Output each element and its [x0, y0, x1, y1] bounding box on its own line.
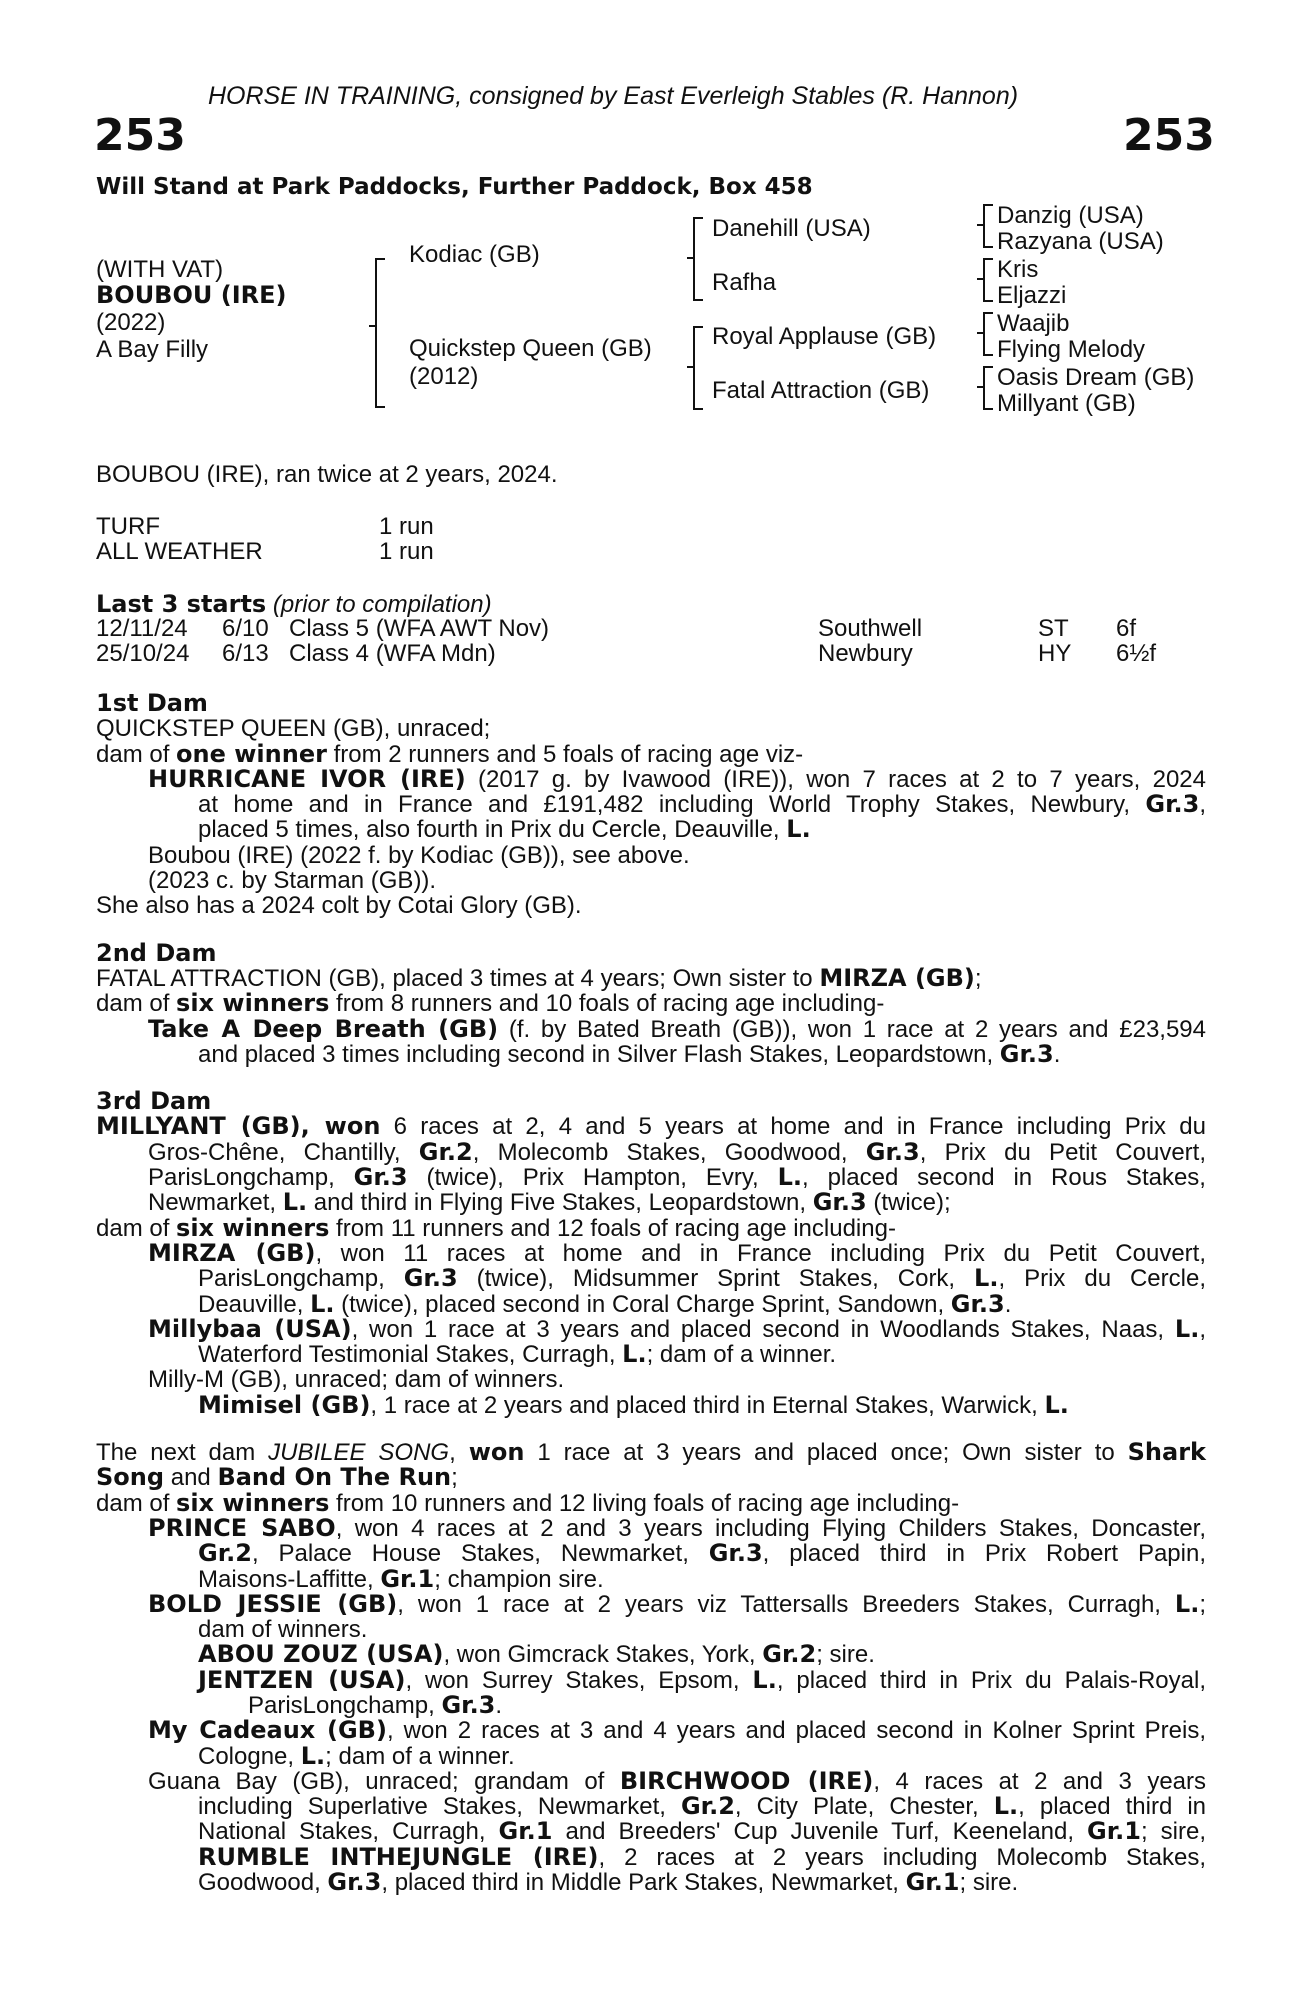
- third-dam: [96, 1089, 1206, 1418]
- brace-dam-point: [687, 366, 694, 368]
- text-line: QUICKSTEP QUEEN (GB), unraced;: [96, 715, 491, 743]
- text-run: dam of: [96, 740, 177, 768]
- stand-location: Will Stand at Park Paddocks, Further Paddock, Box 458: [96, 174, 813, 200]
- next-dam: [96, 1440, 1206, 1895]
- start-date: 12/11/24: [96, 615, 188, 642]
- text-line: [96, 963, 1206, 992]
- bold-text: L.: [300, 1741, 326, 1770]
- text-run: Maisons-Laffitte,: [198, 1565, 381, 1593]
- bold-text: L.: [993, 1792, 1019, 1821]
- surface-aw-runs: 1 run: [379, 538, 434, 565]
- text-line: [96, 1014, 1206, 1043]
- bold-text: HURRICANE IVOR (IRE): [148, 764, 466, 793]
- bold-text: Gr.3: [708, 1539, 763, 1568]
- text-run: , Prix du Petit Couvert,: [919, 1138, 1207, 1166]
- first-dam: [96, 691, 1206, 919]
- text-run: ;: [451, 1464, 458, 1492]
- bold-text: Song: [96, 1463, 165, 1492]
- text-line: [96, 1266, 1206, 1291]
- text-run: ; sire.: [816, 1641, 875, 1669]
- text-run: , placed third in Prix Robert Papin,: [762, 1540, 1206, 1568]
- bold-text: Gr.3: [403, 1264, 458, 1293]
- bold-text: Gr.2: [418, 1137, 473, 1166]
- text-line: [96, 991, 1206, 1016]
- text-line: [96, 1589, 1206, 1618]
- text-run: .: [495, 1691, 503, 1719]
- text-run: , placed third in Middle Park Stakes, Newmarket,: [381, 1869, 906, 1897]
- text-run: , won 1 race at 3 years and placed second in Woodlands Stakes, Naas,: [351, 1315, 1175, 1343]
- brace-main-point: [369, 325, 376, 327]
- bold-text: Gr.3: [353, 1163, 408, 1192]
- start-position: 6/13: [222, 640, 269, 667]
- text-line: [96, 1342, 1206, 1367]
- text-run: The next dam: [96, 1439, 269, 1467]
- text-run: Newmarket,: [148, 1189, 283, 1217]
- text-line: [96, 792, 1206, 817]
- text-line: She also has a 2024 colt by Cotai Glory (GB).: [96, 892, 582, 920]
- bold-text: RUMBLE INTHEJUNGLE (IRE): [198, 1842, 599, 1871]
- bold-text: Gr.3: [327, 1868, 382, 1897]
- bold-text: Gr.3: [441, 1690, 496, 1719]
- text-run: ,: [1199, 1315, 1206, 1343]
- text-line: [96, 1465, 1206, 1490]
- pedigree-ssd: Razyana (USA): [997, 228, 1164, 255]
- bold-text: Gr.1: [905, 1868, 960, 1897]
- text-run: Guana Bay (GB), unraced; grandam of: [148, 1767, 620, 1795]
- bold-text: L.: [622, 1340, 647, 1369]
- bold-text: MILLYANT (GB), won: [96, 1112, 381, 1141]
- bold-text: L.: [1044, 1390, 1069, 1419]
- text-line: [96, 691, 1206, 716]
- text-line: [96, 1039, 1206, 1068]
- start-race: Class 5 (WFA AWT Nov): [289, 615, 550, 642]
- bold-text: BIRCHWOOD (IRE): [619, 1766, 874, 1795]
- bold-text: Last 3 starts: [96, 590, 267, 618]
- lot-number-left: 253: [94, 110, 186, 161]
- text-run: , 4 races at 2 and 3 years: [873, 1767, 1207, 1795]
- text-run: (twice);: [866, 1189, 951, 1217]
- bold-text: L.: [974, 1264, 999, 1293]
- text-line: [96, 764, 1206, 793]
- pedigree-sire: Kodiac (GB): [409, 241, 540, 268]
- text-run: from 8 runners and 10 foals of racing age including-: [329, 990, 885, 1018]
- text-run: , City Plate, Chester,: [734, 1793, 994, 1821]
- start-going: ST: [1038, 615, 1069, 642]
- text-run: , placed third in Prix du Palais-Royal,: [776, 1666, 1207, 1694]
- surface-turf: TURF: [96, 513, 160, 540]
- brace-main: [375, 258, 385, 408]
- bold-text: L.: [282, 1188, 308, 1217]
- bold-text: Gr.1: [380, 1564, 435, 1593]
- text-line: [96, 1390, 1206, 1419]
- text-line: [96, 1794, 1206, 1819]
- text-line: Milly-M (GB), unraced; dam of winners.: [148, 1366, 565, 1394]
- text-line: [96, 1870, 1206, 1895]
- text-run: dam of: [96, 990, 177, 1018]
- text-line: [96, 1564, 1206, 1593]
- brace-sd-point: [977, 278, 984, 280]
- start-course: Southwell: [818, 615, 923, 642]
- text-run: ,: [449, 1439, 469, 1467]
- text-run: ParisLongchamp,: [148, 1164, 354, 1192]
- brace-ds-point: [977, 332, 984, 334]
- bold-text: Gr.3: [999, 1039, 1054, 1068]
- text-line: [96, 1718, 1206, 1743]
- bold-text: Gr.1: [498, 1817, 553, 1846]
- text-line: [96, 1289, 1206, 1318]
- text-run: (f. by Bated Breath (GB)), won 1 race at 2 years and £23,594: [498, 1015, 1206, 1043]
- bold-text: My Cadeaux (GB): [148, 1716, 387, 1745]
- text-run: .: [1004, 1290, 1012, 1318]
- text-run: and placed 3 times including second in Silver Flash Stakes, Leopardstown,: [198, 1040, 1000, 1068]
- bold-text: Gr.3: [812, 1188, 867, 1217]
- brace-sire-point: [687, 257, 694, 259]
- text-run: dam of: [96, 1489, 177, 1517]
- brace-dam: [693, 326, 703, 410]
- pedigree-ddd: Millyant (GB): [997, 390, 1136, 417]
- text-run: 6 races at 2, 4 and 5 years at home and in France including Prix du: [380, 1113, 1206, 1141]
- text-line: [96, 1819, 1206, 1844]
- text-line: [96, 1690, 1206, 1719]
- text-run: placed 5 times, also fourth in Prix du Cercle, Deauville,: [198, 816, 787, 844]
- text-run: ; sire,: [1140, 1818, 1206, 1846]
- vat-note: (WITH VAT): [96, 256, 224, 283]
- text-run: , won 2 races at 3 and 4 years and placed second in Kolner Sprint Preis,: [386, 1717, 1206, 1745]
- text-run: ParisLongchamp,: [248, 1691, 442, 1719]
- start-distance: 6½f: [1116, 640, 1157, 667]
- pedigree-dam: Quickstep Queen (GB): [409, 335, 652, 362]
- text-line: dam of winners.: [198, 1616, 368, 1644]
- pedigree-sire-sire: Danehill (USA): [712, 215, 871, 242]
- horse-name: BOUBOU (IRE): [96, 281, 287, 309]
- text-run: , 2 races at 2 years including Molecomb Stakes,: [598, 1843, 1207, 1871]
- text-run: 1 race at 3 years and placed once; Own sister to: [524, 1439, 1128, 1467]
- text-run: ,: [1199, 791, 1206, 819]
- text-run: and Breeders' Cup Juvenile Turf, Keeneland,: [552, 1818, 1088, 1846]
- text-run: (twice), Prix Hampton, Evry,: [407, 1164, 778, 1192]
- text-run: , Prix du Cercle,: [998, 1265, 1206, 1293]
- start-going: HY: [1038, 640, 1072, 667]
- pedigree-sss: Danzig (USA): [997, 202, 1144, 229]
- brace-sire: [693, 217, 703, 301]
- pedigree-dss: Waajib: [997, 310, 1070, 337]
- bold-text: six winners: [176, 989, 330, 1018]
- horse-year: (2022): [96, 309, 166, 336]
- text-run: and: [164, 1464, 218, 1492]
- text-run: ; sire.: [959, 1869, 1019, 1897]
- text-line: [96, 1741, 1206, 1770]
- pedigree-dds: Oasis Dream (GB): [997, 364, 1195, 391]
- start-race: Class 4 (WFA Mdn): [289, 640, 496, 667]
- brace-dd-point: [977, 386, 984, 388]
- text-run: , won 4 races at 2 and 3 years including Flying Childers Stakes, Doncaster,: [335, 1514, 1207, 1542]
- text-run: from 10 runners and 12 living foals of racing age including-: [329, 1489, 960, 1517]
- text-line: [96, 1165, 1206, 1190]
- bold-text: PRINCE SABO: [148, 1513, 336, 1542]
- pedigree-sdd: Eljazzi: [997, 282, 1067, 309]
- text-line: [96, 1089, 1206, 1114]
- bold-text: Gr.2: [762, 1640, 817, 1669]
- bold-text: Gr.1: [1087, 1817, 1141, 1846]
- consignor-header: HORSE IN TRAINING, consigned by East Everleigh Stables (R. Hannon): [208, 82, 1019, 110]
- bold-text: MIRZA (GB): [819, 963, 975, 992]
- text-run: , 1 race at 2 years and placed third in Eternal Stakes, Warwick,: [370, 1391, 1045, 1419]
- bold-text: Gr.3: [950, 1289, 1005, 1318]
- start-position: 6/10: [222, 615, 269, 642]
- surface-turf-runs: 1 run: [379, 513, 434, 540]
- text-line: [96, 817, 1206, 842]
- start-course: Newbury: [818, 640, 913, 667]
- bold-text: 1st Dam: [96, 689, 208, 717]
- text-run: ;: [1199, 1590, 1206, 1618]
- text-line: [96, 1314, 1206, 1343]
- text-run: , won 11 races at home and in France including Prix du Petit Couvert,: [315, 1239, 1206, 1267]
- bold-text: L.: [777, 1163, 803, 1192]
- text-run: , won Surrey Stakes, Epsom,: [405, 1666, 753, 1694]
- text-run: from 2 runners and 5 foals of racing age viz-: [326, 740, 804, 768]
- text-run: including Superlative Stakes, Newmarket,: [198, 1793, 681, 1821]
- text-line: [96, 1842, 1207, 1871]
- surface-aw: ALL WEATHER: [96, 538, 263, 565]
- text-run: JUBILEE SONG: [268, 1439, 450, 1467]
- bold-text: L.: [1174, 1589, 1200, 1618]
- race-summary: BOUBOU (IRE), ran twice at 2 years, 2024.: [96, 461, 558, 488]
- text-run: , placed second in Rous Stakes,: [802, 1164, 1206, 1192]
- text-line: (2023 c. by Starman (GB)).: [148, 867, 437, 895]
- bold-text: 3rd Dam: [96, 1087, 212, 1116]
- text-run: ParisLongchamp,: [198, 1265, 404, 1293]
- text-line: [96, 1114, 1206, 1139]
- bold-text: L.: [310, 1289, 335, 1318]
- text-line: [96, 1541, 1206, 1566]
- text-run: (twice), placed second in Coral Charge Sprint, Sandown,: [334, 1290, 951, 1318]
- lot-number-right: 253: [1123, 110, 1215, 161]
- bold-text: Gr.3: [1145, 790, 1200, 819]
- second-dam: [96, 938, 1206, 1068]
- bold-text: won: [468, 1438, 525, 1467]
- bold-text: six winners: [176, 1213, 330, 1242]
- bold-text: 2nd Dam: [96, 938, 217, 967]
- text-run: , won Gimcrack Stakes, York,: [443, 1641, 763, 1669]
- bold-text: Gr.2: [198, 1539, 252, 1568]
- text-line: [96, 1488, 1206, 1517]
- text-line: [96, 1190, 1206, 1215]
- pedigree-sds: Kris: [997, 256, 1039, 283]
- text-run: , Palace House Stakes, Newmarket,: [251, 1540, 709, 1568]
- text-run: Waterford Testimonial Stakes, Curragh,: [198, 1341, 623, 1369]
- text-run: , placed third in: [1018, 1793, 1206, 1821]
- text-run: Deauville,: [198, 1290, 311, 1318]
- brace-ss: [983, 204, 993, 248]
- brace-ds: [983, 312, 993, 356]
- bold-text: L.: [786, 815, 811, 844]
- text-line: [96, 1238, 1206, 1267]
- pedigree-dam-sire: Royal Applause (GB): [712, 323, 937, 350]
- brace-ss-point: [977, 224, 984, 226]
- text-run: Cologne,: [198, 1742, 301, 1770]
- text-line: [96, 1642, 1206, 1667]
- pedigree-sire-dam: Rafha: [712, 269, 777, 296]
- bold-text: Gr.3: [865, 1137, 920, 1166]
- bold-text: Gr.2: [680, 1792, 735, 1821]
- brace-sd: [983, 258, 993, 302]
- pedigree-dsd: Flying Melody: [997, 336, 1146, 363]
- text-line: [96, 1213, 1206, 1242]
- bold-text: Take A Deep Breath (GB): [148, 1014, 499, 1043]
- text-line: [96, 938, 1206, 967]
- text-run: dam of: [96, 1214, 177, 1242]
- brace-dd: [983, 366, 993, 410]
- bold-text: MIRZA (GB): [148, 1238, 316, 1267]
- pedigree-dam-dam: Fatal Attraction (GB): [712, 377, 930, 404]
- bold-text: JENTZEN (USA): [198, 1665, 406, 1694]
- bold-text: BOLD JESSIE (GB): [148, 1589, 398, 1618]
- text-run: Goodwood,: [198, 1869, 328, 1897]
- text-run: (2017 g. by Ivawood (IRE)), won 7 races at 2 to 7 years, 2024: [465, 765, 1206, 793]
- text-run: .: [1053, 1040, 1061, 1068]
- bold-text: Band On The Run: [217, 1463, 452, 1492]
- text-line: [96, 739, 1206, 768]
- bold-text: L.: [1174, 1314, 1200, 1343]
- text-line: [96, 1766, 1207, 1795]
- text-run: ; dam of a winner.: [646, 1341, 837, 1369]
- text-run: FATAL ATTRACTION (GB), placed 3 times at 4 years; Own sister to: [96, 964, 820, 992]
- text-run: , won 1 race at 2 years viz Tattersalls Breeders Stakes, Curragh,: [397, 1590, 1175, 1618]
- start-distance: 6f: [1116, 615, 1137, 642]
- text-run: National Stakes, Curragh,: [198, 1818, 499, 1846]
- bold-text: Mimisel (GB): [198, 1390, 371, 1419]
- start-date: 25/10/24: [96, 640, 190, 667]
- dam-sections: [96, 691, 1206, 1895]
- text-run: ; champion sire.: [434, 1565, 604, 1593]
- text-run: ;: [974, 964, 982, 992]
- text-run: Gros-Chêne, Chantilly,: [148, 1138, 419, 1166]
- text-run: from 11 runners and 12 foals of racing age including-: [329, 1214, 896, 1242]
- text-line: [96, 1137, 1207, 1166]
- bold-text: one winner: [176, 739, 327, 768]
- text-run: (prior to compilation): [272, 591, 492, 618]
- bold-text: Millybaa (USA): [148, 1314, 352, 1343]
- bold-text: Shark: [1127, 1438, 1206, 1467]
- text-line: [96, 1513, 1207, 1542]
- text-run: at home and in France and £191,482 including World Trophy Stakes, Newbury,: [198, 791, 1146, 819]
- text-line: [96, 1665, 1207, 1694]
- pedigree-dam-year: (2012): [409, 363, 479, 390]
- text-run: and third in Flying Five Stakes, Leopardstown,: [307, 1189, 813, 1217]
- text-run: , Molecomb Stakes, Goodwood,: [472, 1138, 866, 1166]
- text-run: (twice), Midsummer Sprint Stakes, Cork,: [457, 1265, 975, 1293]
- horse-description: A Bay Filly: [96, 336, 209, 363]
- bold-text: L.: [752, 1665, 777, 1694]
- text-run: ; dam of a winner.: [325, 1742, 515, 1770]
- bold-text: ABOU ZOUZ (USA): [198, 1640, 444, 1669]
- bold-text: six winners: [176, 1488, 330, 1517]
- text-line: [96, 1440, 1206, 1465]
- text-line: Boubou (IRE) (2022 f. by Kodiac (GB)), see above.: [148, 841, 690, 869]
